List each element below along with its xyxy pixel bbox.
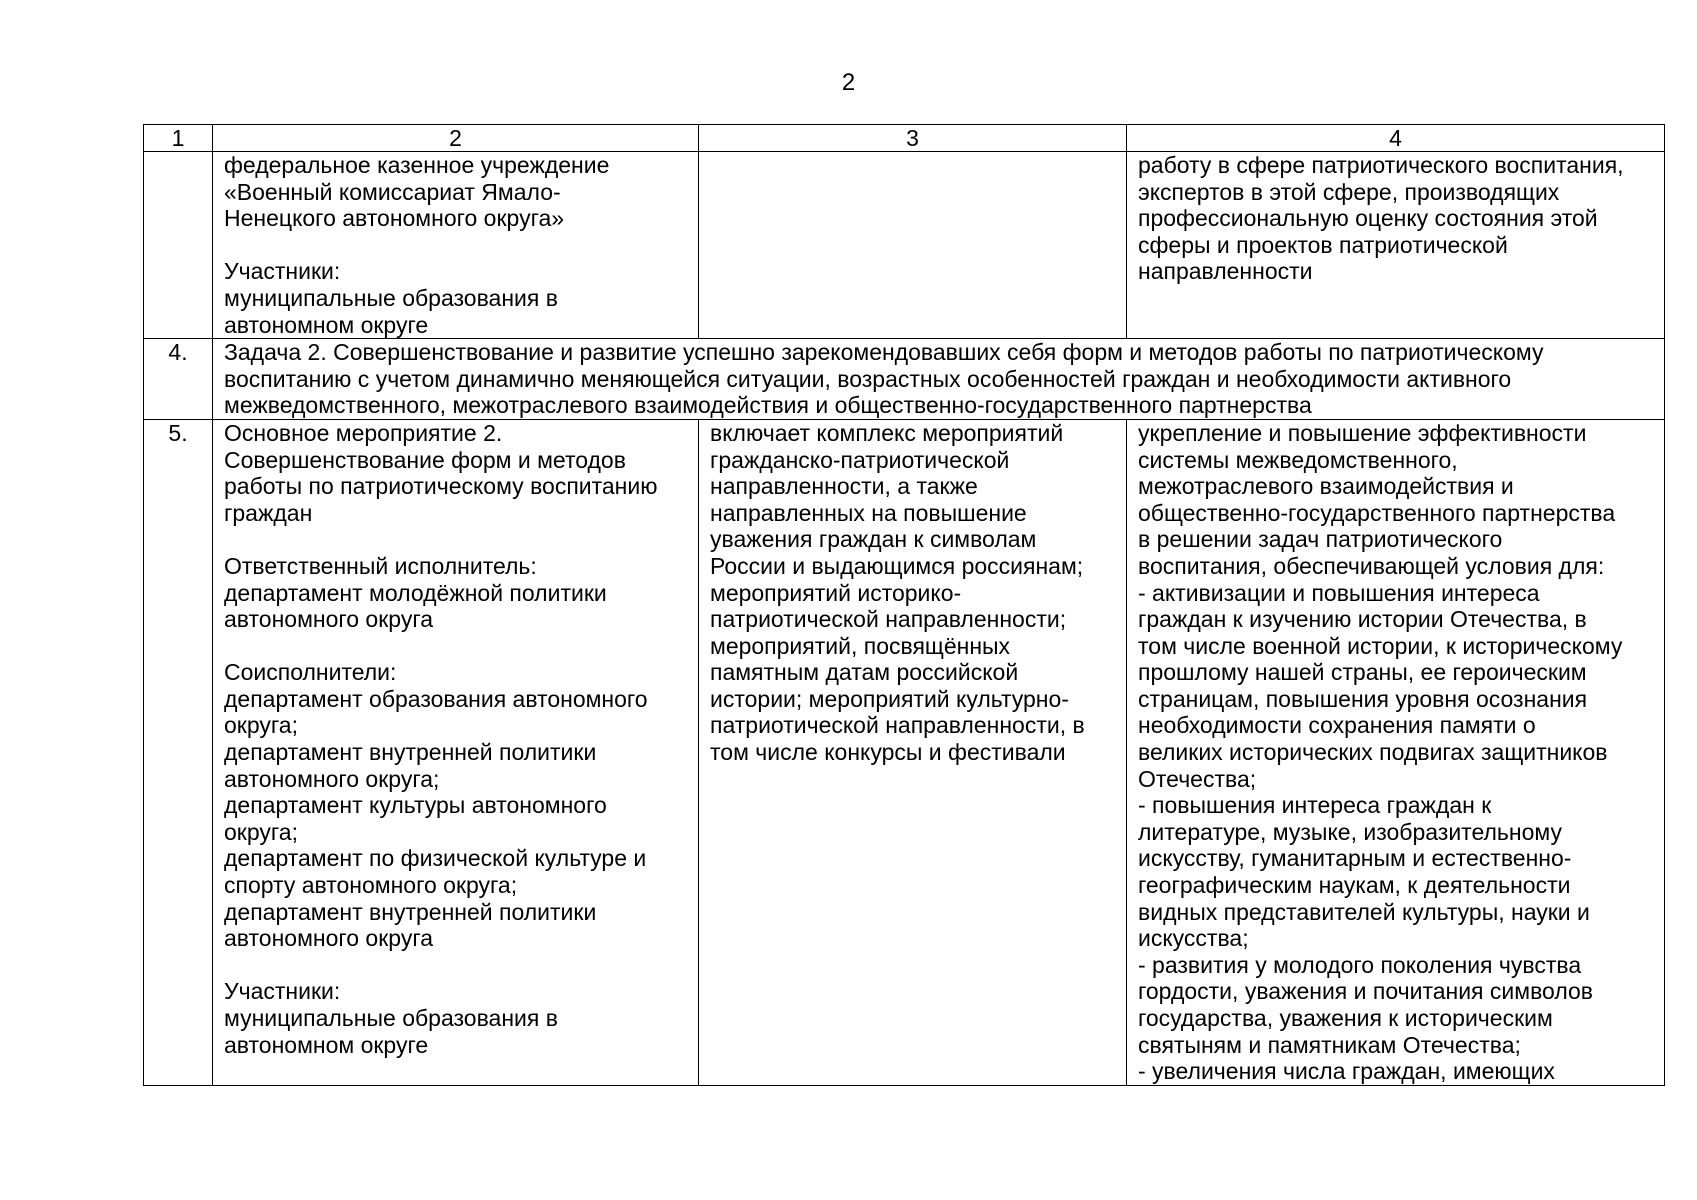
task-cell: Задача 2. Совершенствование и развитие успешно зарекомендовавших себя форм и методов работы по патриотическому воспитанию с учетом динамично меняющейся ситуации, возрастных особенностей граждан и необходимости активного межведомственного, межотраслевого взаимодействия и общественно-государственного партнерства xyxy=(213,339,1665,420)
page-number: 2 xyxy=(841,69,856,96)
description-cell xyxy=(699,152,1127,339)
executors-cell: федеральное казенное учреждение «Военный комиссариат Ямало- Ненецкого автономного округа» Участники: муниципальные образования в автономном округе xyxy=(213,152,699,339)
row-number xyxy=(144,152,213,339)
table-row xyxy=(144,152,1665,339)
table-row xyxy=(144,419,1665,1085)
column-header-1: 1 xyxy=(144,125,213,152)
column-header-2: 2 xyxy=(213,125,699,152)
row-number: 4. xyxy=(144,339,213,420)
executors-cell: Основное мероприятие 2. Совершенствование форм и методов работы по патриотическому воспитанию граждан Ответственный исполнитель: департамент молодёжной политики автономного округа Соисполнители: департамент образования автономного округа; департамент внутренней политики автономного округа; департамент культуры автономного округа; департамент по физической культуре и спорту автономного округа; департамент внутренней политики автономного округа Участники: муниципальные образования в автономном округе xyxy=(213,419,699,1085)
table-header-row xyxy=(144,125,1665,152)
column-header-4: 4 xyxy=(1127,125,1665,152)
result-cell: укрепление и повышение эффективности системы межведомственного, межотраслевого взаимодействия и общественно-государственного партнерства в решении задач патриотического воспитания, обеспечивающей условия для: - активизации и повышения интереса граждан к изучению истории Отечества, в том числе военной истории, к историческому прошлому нашей страны, ее героическим страницам, повышения уровня осознания необходимости сохранения памяти о великих исторических подвигах защитников Отечества; - повышения интереса граждан к литературе, музыке, изобразительному искусству, гуманитарным и естественно- географическим наукам, к деятельности видных представителей культуры, науки и искусства; - развития у молодого поколения чувства гордости, уважения и почитания символов государства, уважения к историческим святыням и памятникам Отечества; - увеличения числа граждан, имеющих xyxy=(1127,419,1665,1085)
column-header-3: 3 xyxy=(699,125,1127,152)
description-cell: включает комплекс мероприятий гражданско-патриотической направленности, а также направленных на повышение уважения граждан к символам России и выдающимся россиянам; мероприятий историко- патриотической направленности; мероприятий, посвящённых памятным датам российской истории; мероприятий культурно- патриотической направленности, в том числе конкурсы и фестивали xyxy=(699,419,1127,1085)
row-number: 5. xyxy=(144,419,213,1085)
result-cell: работу в сфере патриотического воспитания, экспертов в этой сфере, производящих профессиональную оценку состояния этой сферы и проектов патриотической направленности xyxy=(1127,152,1665,339)
program-table xyxy=(143,124,1665,1086)
table-row-task xyxy=(144,339,1665,420)
